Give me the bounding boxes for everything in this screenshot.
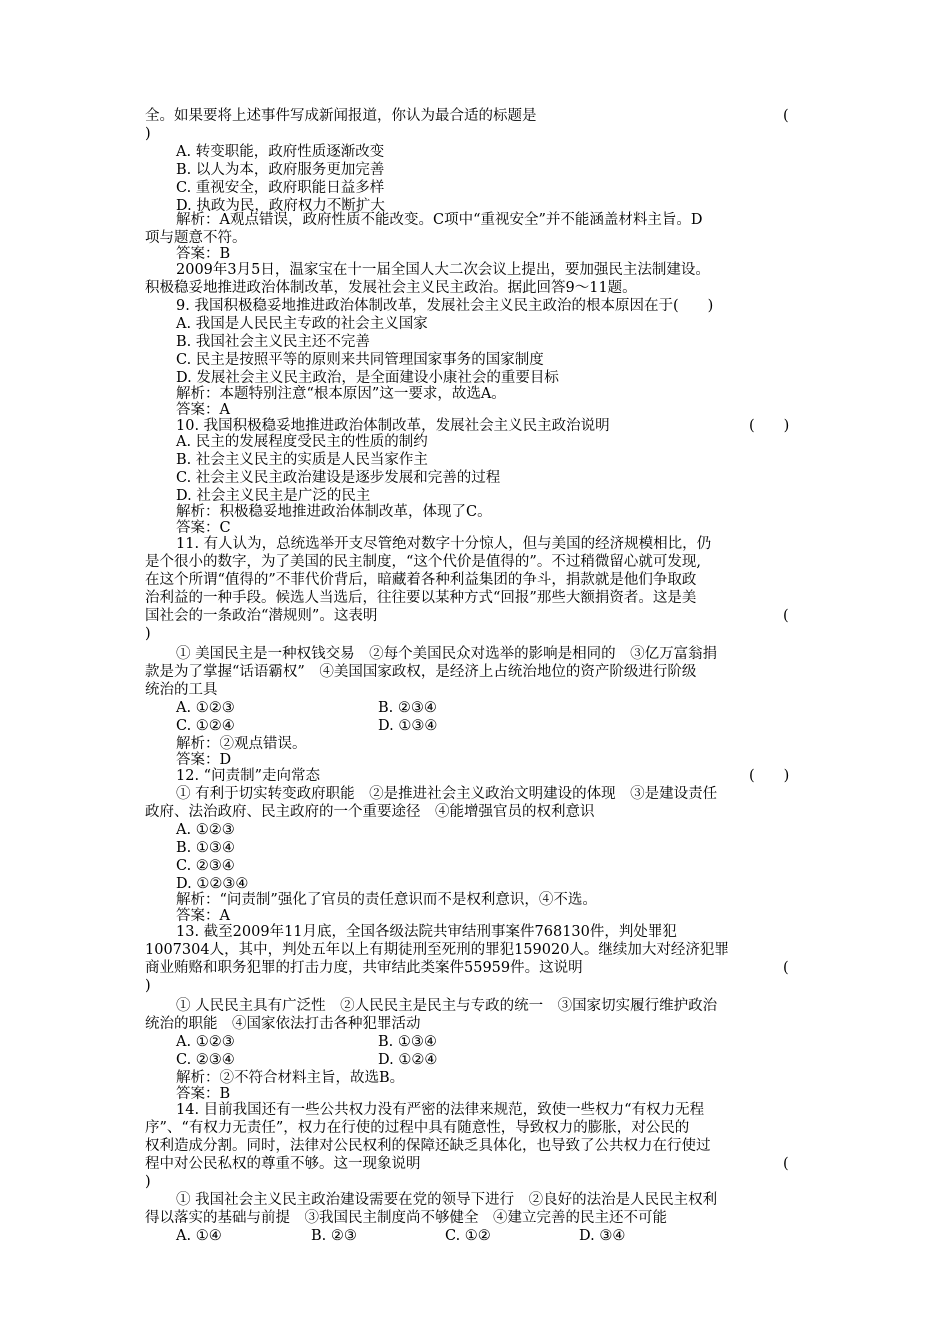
answer-bracket: ( [783,608,789,624]
body-text-line: 商业贿赂和职务犯罪的打击力度，共审结此类案件55959件。这说明 [145,960,583,976]
statement-list-text: ① 我国社会主义民主政治建设需要在党的领导下进行 ②良好的法治是人民民主权利 [176,1192,718,1208]
answer-bracket: ) [145,126,151,142]
option-b: B. ①③④ [176,840,235,856]
option-c: C. ②③④ [176,1052,235,1068]
question-14-stem: 14. 目前我国还有一些公共权力没有严密的法律来规范，致使一些权力“有权力无程 [176,1102,705,1118]
option-b: B. ②③ [311,1228,357,1244]
option-a: A. 我国是人民民主专政的社会主义国家 [176,316,428,332]
option-c: C. 社会主义民主政治建设是逐步发展和完善的过程 [176,470,501,486]
answer-bracket: ) [145,1174,151,1190]
option-a: A. 民主的发展程度受民主的性质的制约 [176,434,428,450]
option-d: D. 发展社会主义民主政治，是全面建设小康社会的重要目标 [176,370,559,386]
option-b: B. 我国社会主义民主还不完善 [176,334,370,350]
body-text-line: 治利益的一种手段。候选人当选后，往往要以某种方式“回报”那些大额捐资者。这是美 [145,590,697,606]
answer-bracket: ) [145,978,151,994]
question-10-stem: 10. 我国积极稳妥地推进政治体制改革，发展社会主义民主政治说明 [176,418,610,434]
answer-text: 答案：C [176,520,231,536]
option-c: C. ②③④ [176,858,235,874]
question-12-stem: 12. “问责制”走向常态 [176,768,320,784]
option-c: C. 重视安全，政府职能日益多样 [176,180,385,196]
answer-text: 答案：A [176,402,230,418]
answer-bracket: ) [145,626,151,642]
body-text-line: 政府、法治政府、民主政府的一个重要途径 ④能增强官员的权利意识 [145,804,595,820]
option-d: D. ①②④ [378,1052,438,1068]
answer-bracket: ( ) [749,418,790,434]
explanation-text: 解析：A观点错误，政府性质不能改变。C项中“重视安全”并不能涵盖材料主旨。D [176,212,703,228]
body-text-line: 程中对公民私权的尊重不够。这一现象说明 [145,1156,421,1172]
option-c: C. 民主是按照平等的原则来共同管理国家事务的国家制度 [176,352,544,368]
body-text-line: 统治的职能 ④国家依法打击各种犯罪活动 [145,1016,421,1032]
explanation-text: 解析：“问责制”强化了官员的责任意识而不是权利意识，④不选。 [176,892,597,908]
option-d: D. ①②③④ [176,876,249,892]
question-11-stem: 11. 有人认为，总统选举开支尽管绝对数字十分惊人，但与美国的经济规模相比，仍 [176,536,712,552]
body-text-line: 积极稳妥地推进政治体制改革，发展社会主义民主政治。据此回答9～11题。 [145,280,637,296]
option-b: B. ①③④ [378,1034,437,1050]
body-text-line: 是个很小的数字，为了美国的民主制度，“这个代价是值得的”。不过稍微留心就可发现, [145,554,701,570]
body-text-line: 在这个所谓“值得的”不菲代价背后，暗藏着各种利益集团的争斗，捐款就是他们争取政 [145,572,697,588]
explanation-text: 解析：积极稳妥地推进政治体制改革，体现了C。 [176,504,492,520]
option-a: A. 转变职能，政府性质逐渐改变 [176,144,385,160]
option-d: D. ③④ [579,1228,626,1244]
answer-bracket: ( ) [749,768,790,784]
explanation-text: 解析：②观点错误。 [176,736,307,752]
option-b: B. 社会主义民主的实质是人民当家作主 [176,452,428,468]
body-text-line: 序”、“有权力无责任”，权力在行使的过程中具有随意性，导致权力的膨胀，对公民的 [145,1120,690,1136]
body-text-line: 2009年3月5日，温家宝在十一届全国人大二次会议上提出，要加强民主法制建设。 [176,262,710,278]
option-c: C. ①②④ [176,718,235,734]
answer-text: 答案：B [176,1086,231,1102]
option-a: A. ①④ [176,1228,222,1244]
option-c: C. ①② [445,1228,491,1244]
explanation-text: 解析：本题特别注意“根本原因”这一要求，故选A。 [176,386,506,402]
option-a: A. ①②③ [176,1034,235,1050]
option-d: D. 社会主义民主是广泛的民主 [176,488,371,504]
option-a: A. ①②③ [176,822,235,838]
statement-list-text: ① 美国民主是一种权钱交易 ②每个美国民众对选举的影响是相同的 ③亿万富翁捐 [176,646,718,662]
answer-text: 答案：B [176,246,231,262]
question-9-stem: 9. 我国积极稳妥地推进政治体制改革，发展社会主义民主政治的根本原因在于( ) [176,298,714,314]
explanation-text: 解析：②不符合材料主旨，故选B。 [176,1070,405,1086]
statement-list-text: ① 人民民主具有广泛性 ②人民民主是民主与专政的统一 ③国家切实履行维护政治 [176,998,718,1014]
body-text-line: 权利造成分割。同时，法律对公民权利的保障还缺乏具体化，也导致了公共权力在行使过 [145,1138,711,1154]
option-d: D. ①③④ [378,718,438,734]
answer-bracket: ( [783,108,789,124]
body-text-line: 全。如果要将上述事件写成新闻报道，你认为最合适的标题是 [145,108,537,124]
statement-list-text: ① 有利于切实转变政府职能 ②是推进社会主义政治文明建设的体现 ③是建设责任 [176,786,718,802]
answer-bracket: ( [783,1156,789,1172]
question-13-stem: 13. 截至2009年11月底，全国各级法院共审结刑事案件768130件，判处罪犯 [176,924,677,940]
option-a: A. ①②③ [176,700,235,716]
option-b: B. ②③④ [378,700,437,716]
answer-bracket: ( [783,960,789,976]
body-text-line: 项与题意不符。 [145,230,247,246]
answer-text: 答案：D [176,752,232,768]
body-text-line: 统治的工具 [145,682,218,698]
answer-text: 答案：A [176,908,230,924]
body-text-line: 1007304人，其中，判处五年以上有期徒刑至死刑的罪犯159020人。继续加大对经济犯罪 [145,942,729,958]
option-d: D. 执政为民，政府权力不断扩大 [176,198,385,214]
body-text-line: 得以落实的基础与前提 ③我国民主制度尚不够健全 ④建立完善的民主还不可能 [145,1210,667,1226]
option-b: B. 以人为本，政府服务更加完善 [176,162,385,178]
body-text-line: 国社会的一条政治“潜规则”。这表明 [145,608,378,624]
body-text-line: 款是为了掌握“话语霸权” ④美国国家政权，是经济上占统治地位的资产阶级进行阶级 [145,664,697,680]
